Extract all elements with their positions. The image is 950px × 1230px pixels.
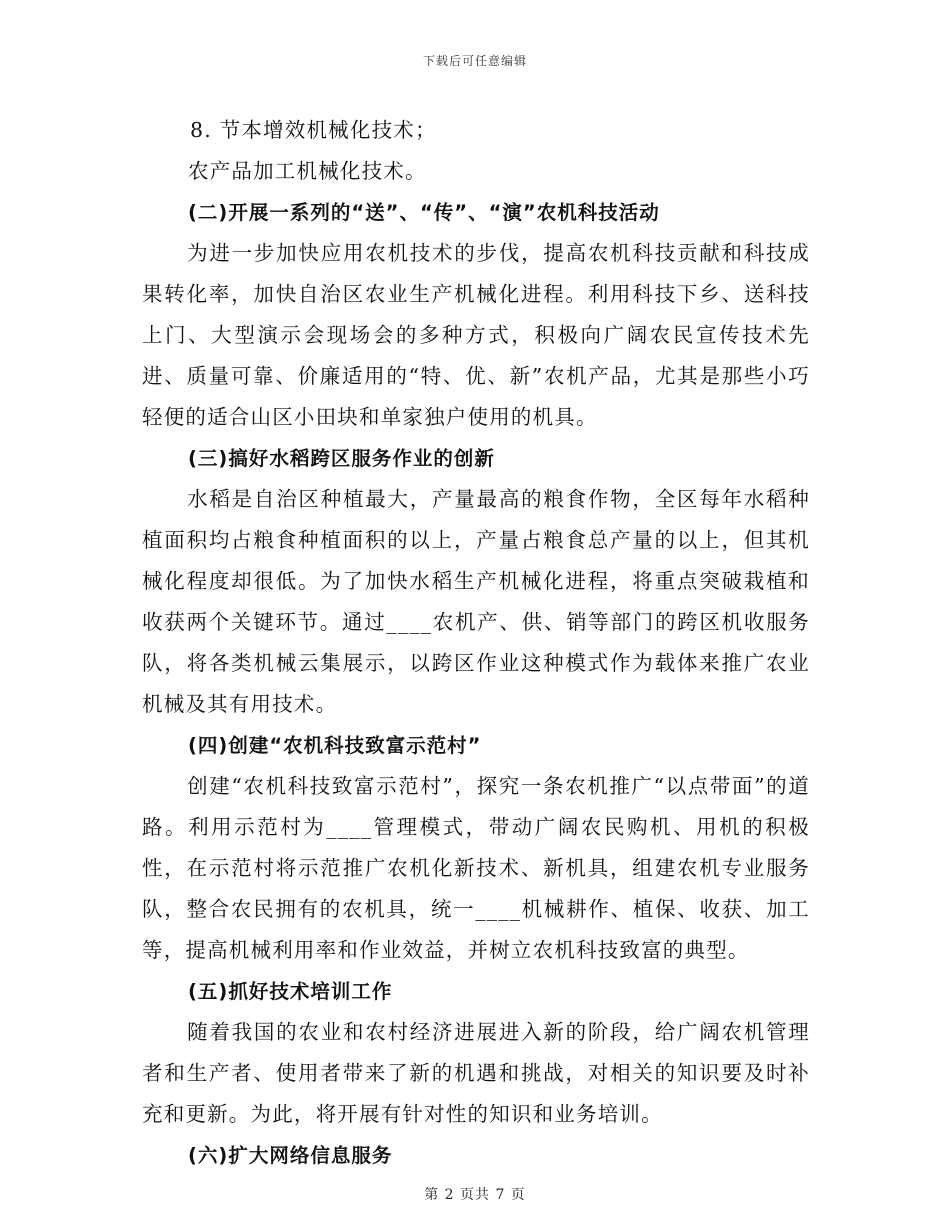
section-paragraph-4: 创建“农机科技致富示范村”，探究一条农机推广“以点带面”的道路。利用示范村为____管理模式，带动广阔农民购机、用机的积极性，在示范村将示范推广农机化新技术、新机具，组建农机专业服务队，整合农民拥有的农机具，统一____机械耕作、植保、收获、加工等，提高机械利用率和作业效益，并树立农机科技致富的典型。: [142, 774, 810, 962]
page-header: 下载后可任意编辑: [422, 54, 527, 68]
section-paragraph-2: 为进一步加快应用农机技术的步伐，提高农机科技贡献和科技成果转化率，加快自治区农业生产机械化进程。利用科技下乡、送科技上门、大型演示会现场会的多种方式，积极向广阔农民宣传技术先进、质量可靠、价廉适用的“特、优、新”农机产品，尤其是那些小巧轻便的适合山区小田块和单家独户使用的机具。: [142, 241, 810, 429]
section-paragraph-3: 水稻是自治区种植最大，产量最高的粮食作物，全区每年水稻种植面积均占粮食种植面积的以上，产量占粮食总产量的以上，但其机械化程度却很低。为了加快水稻生产机械化进程，将重点突破栽植和收获两个关键环节。通过____农机产、供、销等部门的跨区机收服务队，将各类机械云集展示，以跨区作业这种模式作为载体来推广农业机械及其有用技术。: [142, 487, 810, 716]
list-item-8: 8. 节本增效机械化技术；: [190, 118, 437, 142]
section-heading-6: (六)扩大网络信息服务: [188, 1144, 393, 1167]
document-body: [142, 110, 810, 1176]
section-heading-2: (二)开展一系列的“送”、“传”、“演”农机科技活动: [188, 201, 660, 224]
section-paragraph-5: 随着我国的农业和农村经济进展进入新的阶段，给广阔农机管理者和生产者、使用者带来了新的机遇和挑战，对相关的知识要及时补充和更新。为此，将开展有针对性的知识和业务培训。: [142, 1020, 810, 1126]
page-number: 第 2 页共 7 页: [424, 1187, 526, 1203]
section-heading-4: (四)创建“农机科技致富示范村”: [188, 734, 482, 757]
section-heading-3: (三)搞好水稻跨区服务作业的创新: [188, 447, 495, 470]
list-item-9: 农产品加工机械化技术。: [188, 159, 427, 183]
section-heading-5: (五)抓好技术培训工作: [188, 980, 393, 1003]
